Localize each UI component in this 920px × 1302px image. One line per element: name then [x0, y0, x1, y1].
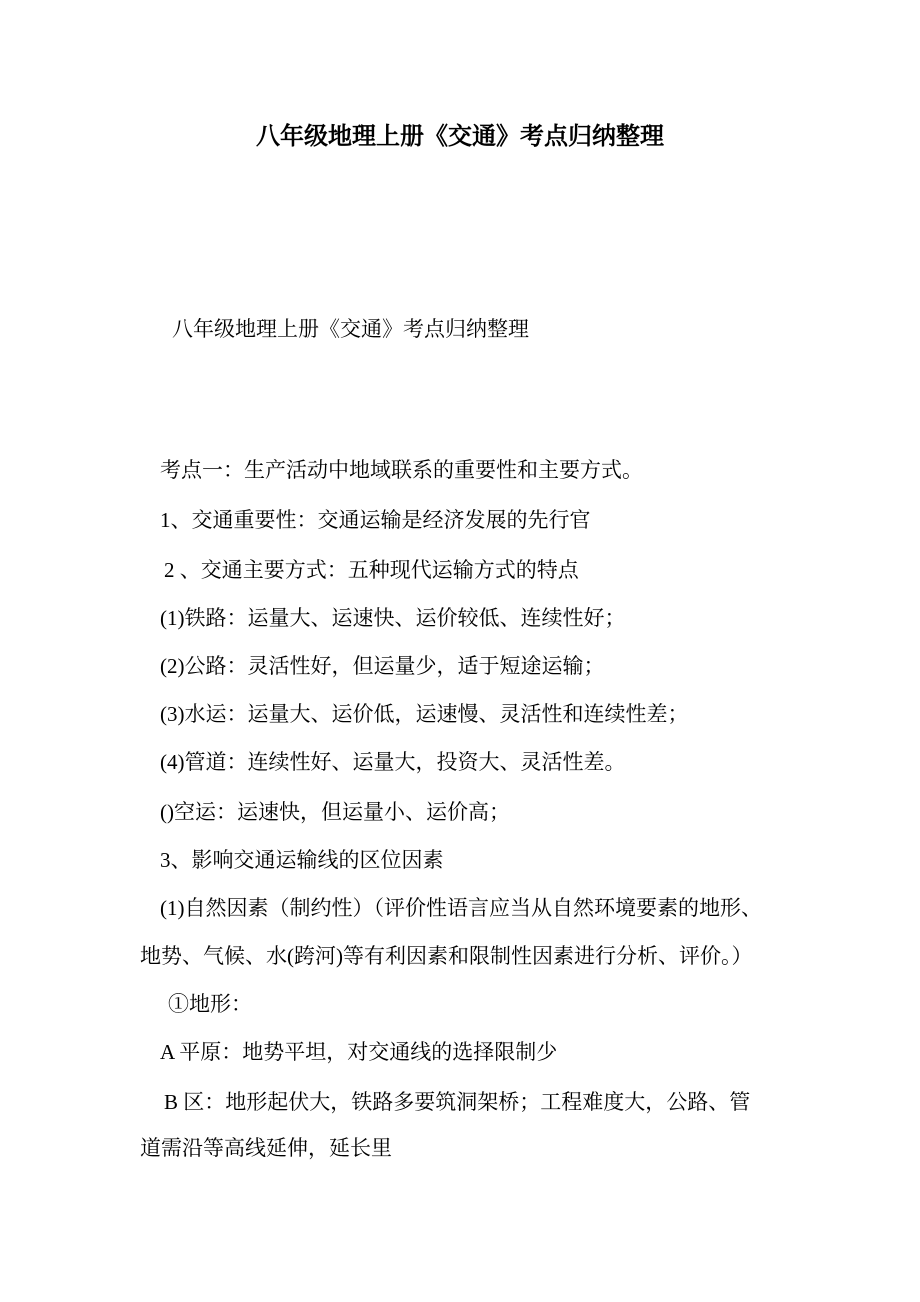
- paragraph-line: B 区：地形起伏大，铁路多要筑洞架桥；工程难度大，公路、管: [164, 1090, 751, 1114]
- paragraph-line: 1、交通重要性：交通运输是经济发展的先行官: [160, 508, 591, 532]
- paragraph-line: (2)公路：灵活性好，但运量少，适于短途运输；: [160, 654, 605, 678]
- paragraph-line: ①地形：: [168, 992, 252, 1016]
- paragraph-line: 2 、交通主要方式：五种现代运输方式的特点: [164, 558, 579, 582]
- document-subtitle: 八年级地理上册《交通》考点归纳整理: [172, 317, 529, 341]
- paragraph-line: 地势、气候、水(跨河)等有利因素和限制性因素进行分析、评价。）: [140, 944, 753, 968]
- paragraph-line: 3、影响交通运输线的区位因素: [160, 848, 444, 872]
- document-title: 八年级地理上册《交通》考点归纳整理: [256, 124, 664, 150]
- paragraph-line: (1)铁路：运量大、运速快、运价较低、连续性好；: [160, 606, 626, 630]
- paragraph-line: A 平原：地势平坦，对交通线的选择限制少: [160, 1040, 558, 1064]
- paragraph-line: 考点一：生产活动中地域联系的重要性和主要方式。: [160, 458, 643, 482]
- paragraph-line: ()空运：运速快，但运量小、运价高；: [160, 800, 510, 824]
- paragraph-line: (3)水运：运量大、运价低，运速慢、灵活性和连续性差；: [160, 702, 689, 726]
- paragraph-line: (4)管道：连续性好、运量大，投资大、灵活性差。: [160, 750, 626, 774]
- paragraph-line: (1)自然因素（制约性）（评价性语言应当从自然环境要素的地形、: [160, 896, 762, 920]
- paragraph-line: 道需沿等高线延伸，延长里: [140, 1136, 392, 1160]
